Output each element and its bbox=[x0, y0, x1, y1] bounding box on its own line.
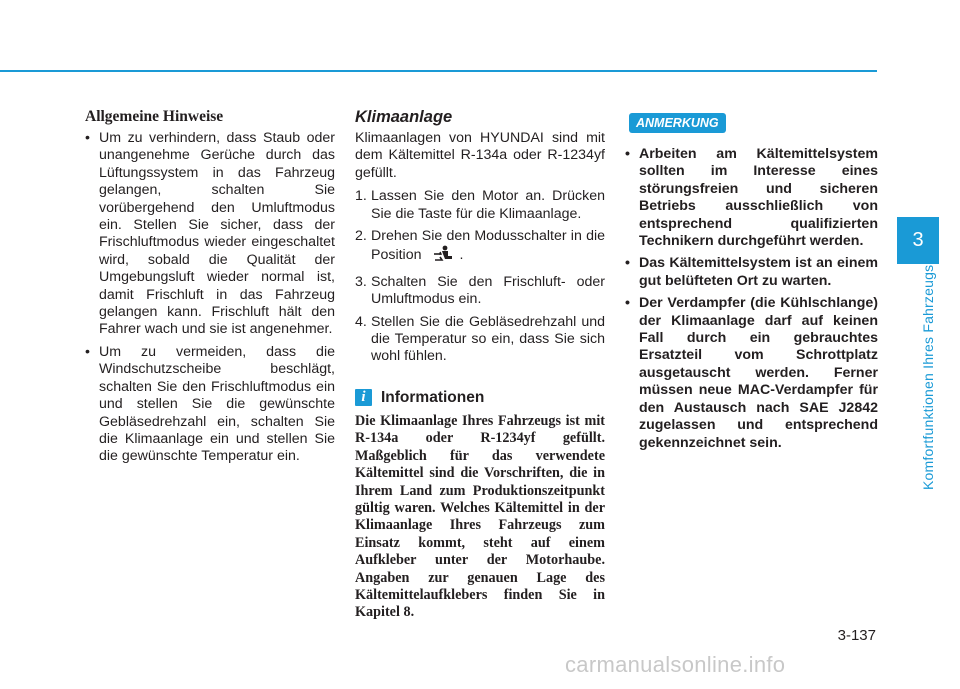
intro-paragraph: Klimaanlagen von HYUNDAI sind mit dem Kältemittel R-134a oder R-1234yf gefüllt. bbox=[355, 130, 605, 181]
note-bullet-list bbox=[625, 146, 878, 452]
list-item bbox=[355, 228, 605, 269]
list-item: • Das Kältemittelsystem ist an einem gut belüfteten Ort zu warten. bbox=[625, 255, 878, 290]
step-text: Lassen Sie den Motor an. Drücken Sie die Taste für die Klimaanlage. bbox=[371, 188, 605, 222]
step-text-end: . bbox=[459, 247, 464, 264]
column-note bbox=[625, 109, 878, 452]
list-item bbox=[355, 314, 605, 366]
section-heading: Allgemeine Hinweise bbox=[85, 108, 224, 125]
list-item: • Arbeiten am Kältemittelsystem sollten im Interesse eines störungsfreien und sicheren Betriebs ausschließlich von entsprechend qualifizierten Technikern durchgeführt werden. bbox=[625, 146, 878, 250]
chapter-tab: 3 bbox=[897, 217, 939, 264]
column-general-notes bbox=[85, 108, 335, 466]
step-number: 4. bbox=[355, 313, 367, 330]
list-item: • Um zu vermeiden, dass die Windschutzscheibe beschlägt, schalten Sie den Frischluftmodus ein und stellen Sie die gewünschte Gebläsedrehzahl ein, schalten Sie die Klimaanlage ein und stellen Sie die gewünschte Temperatur ein. bbox=[85, 344, 335, 466]
step-number: 3. bbox=[355, 273, 367, 290]
list-item: • Der Verdampfer (die Kühlschlange) der Klimaanlage darf auf keinen Fall durch ein gebrauchtes Ersatzteil vom Schrottplatz ausgetauscht werden. Ferner müssen neue MAC-Verdampfer für den Austausch nach SAE J2842 zugelassen und entsprechend gekennzeichnet sein. bbox=[625, 295, 878, 452]
page-number: 3-137 bbox=[837, 627, 876, 644]
floor-mode-icon bbox=[433, 245, 453, 268]
step-number: 2. bbox=[355, 228, 367, 245]
info-header bbox=[355, 389, 605, 407]
info-icon: i bbox=[355, 389, 372, 406]
note-badge: ANMERKUNG bbox=[629, 113, 726, 133]
column-air-conditioning bbox=[355, 108, 605, 622]
list-item bbox=[355, 188, 605, 223]
watermark: carmanualsonline.info bbox=[565, 652, 786, 677]
chapter-title: Komfortfunktionen Ihres Fahrzeugs bbox=[920, 264, 936, 490]
info-text: Die Klimaanlage Ihres Fahrzeugs ist mit R-134a oder R-1234yf gefüllt. Maßgeblich für das verwendete Kältemittel sind die Vorschriften, die in Ihrem Land zum Produktionszeitpunkt gültig waren. Welches Kältemittel in der Klimaanlage Ihres Fahrzeugs zum Einsatz kommt, steht auf einem Aufkleber unter der Motorhaube. Angaben zur genauen Lage des Kältemittelaufklebers finden Sie in Kapitel 8. bbox=[355, 412, 605, 621]
section-heading: Klimaanlage bbox=[355, 108, 453, 126]
steps-list bbox=[355, 188, 605, 366]
list-item: • Um zu verhindern, dass Staub oder unangenehme Gerüche durch das Lüftungssystem in das Fahrzeug gelangen, schalten Sie vorübergehend den Umluftmodus ein. Stellen Sie sicher, dass der Frischluftmodus wieder eingeschaltet wird, sobald die Qualität der Umgebungsluft wieder normal ist, damit Frischluft in das Fahrzeug gelangen kann. Frischluft hält den Fahrer wach und sie ist angenehmer. bbox=[85, 130, 335, 339]
info-title: Informationen bbox=[381, 388, 485, 406]
step-text: Stellen Sie die Gebläsedrehzahl und die Temperatur so ein, dass Sie sich wohl fühlen. bbox=[371, 313, 605, 365]
header-rule bbox=[0, 70, 877, 72]
bullet-list bbox=[85, 130, 335, 466]
step-text: Schalten Sie den Frischluft- oder Umluftmodus ein. bbox=[371, 273, 605, 308]
step-text: Drehen Sie den Modusschalter in die Position bbox=[371, 228, 605, 264]
list-item bbox=[355, 274, 605, 309]
step-number: 1. bbox=[355, 188, 367, 205]
